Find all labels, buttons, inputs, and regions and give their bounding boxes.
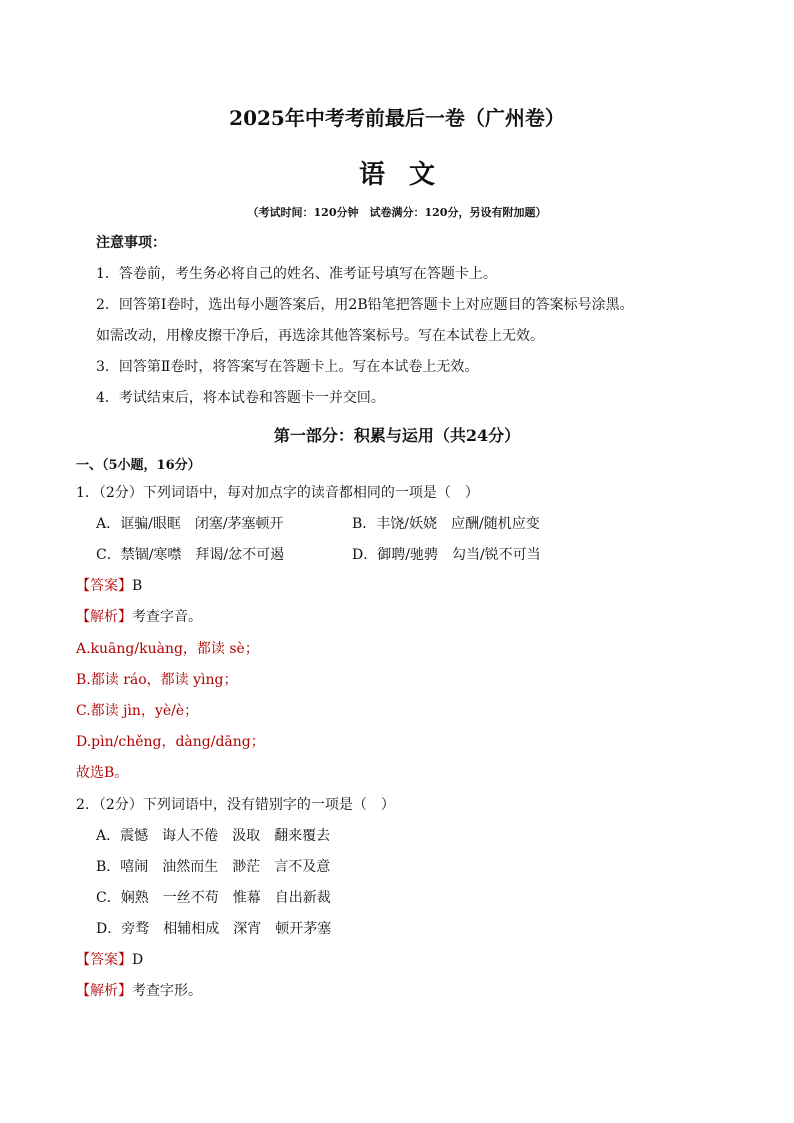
analysis-line: B.都读 ráo，都读 yìng； xyxy=(76,672,238,688)
question-1-option-b: B．丰饶/妖娆 应酬/随机应变 xyxy=(352,516,540,532)
analysis-tag: 【解析】 xyxy=(76,983,132,999)
analysis-line: 故选B。 xyxy=(76,765,129,781)
answer-tag: 【答案】 xyxy=(76,578,132,594)
question-1-option-c: C．禁锢/寒噤 拜谒/忿不可遏 xyxy=(96,547,285,563)
question-2-option-c: C．娴熟 一丝不苟 惟幕 自出新裁 xyxy=(96,890,331,906)
note-item: 1．答卷前，考生务必将自己的姓名、准考证号填写在答题卡上。 xyxy=(96,266,497,282)
question-2-option-a: A．震憾 诲人不倦 汲取 翻来覆去 xyxy=(96,828,331,844)
question-2-answer xyxy=(76,951,143,969)
note-item: 如需改动，用橡皮擦干净后，再选涂其他答案标号。写在本试卷上无效。 xyxy=(96,328,544,344)
question-group-heading: 一、（5小题，16分） xyxy=(76,458,201,473)
analysis-tag: 【解析】 xyxy=(76,609,132,625)
note-item: 4．考试结束后，将本试卷和答题卡一并交回。 xyxy=(96,390,385,406)
question-1-stem: 1．（2分）下列词语中，每对加点字的读音都相同的一项是（ ） xyxy=(76,485,479,501)
analysis-line: A.kuāng/kuàng，都读 sè； xyxy=(76,641,259,657)
subject-title: 语文 xyxy=(358,160,459,190)
note-item: 3．回答第Ⅱ卷时，将答案写在答题卡上。写在本试卷上无效。 xyxy=(96,359,479,375)
analysis-line: D.pìn/chěng，dàng/dāng； xyxy=(76,734,265,750)
question-2-stem: 2．（2分）下列词语中，没有错别字的一项是（ ） xyxy=(76,797,395,813)
exam-meta: （考试时间：120分钟 试卷满分：120分，另设有附加题） xyxy=(247,206,547,219)
analysis-text: 考查字音。 xyxy=(132,609,202,625)
answer-value: D xyxy=(132,952,144,968)
question-2-option-d: D．旁骛 相辅相成 深宵 顿开茅塞 xyxy=(96,921,332,937)
exam-title: 2025年中考考前最后一卷（广州卷） xyxy=(229,106,565,130)
question-1-option-a: A．诓骗/眼眶 闭塞/茅塞顿开 xyxy=(96,516,284,532)
analysis-line: C.都读 jìn，yè/è； xyxy=(76,703,199,719)
question-1-option-d: D．御聘/驰骋 勾当/锐不可当 xyxy=(352,547,541,563)
answer-value: B xyxy=(132,578,143,594)
question-2-analysis xyxy=(76,982,202,1000)
answer-tag: 【答案】 xyxy=(76,952,132,968)
notes-heading: 注意事项： xyxy=(96,235,166,251)
note-item: 2．回答第Ⅰ卷时，选出每小题答案后，用2B铅笔把答题卡上对应题目的答案标号涂黑。 xyxy=(96,297,634,313)
question-1-answer xyxy=(76,577,142,595)
analysis-text: 考查字形。 xyxy=(132,983,202,999)
question-1-analysis xyxy=(76,608,202,626)
question-2-option-b: B．嘻闹 油然而生 渺茫 言不及意 xyxy=(96,859,331,875)
section-title: 第一部分：积累与运用（共24分） xyxy=(273,426,521,445)
